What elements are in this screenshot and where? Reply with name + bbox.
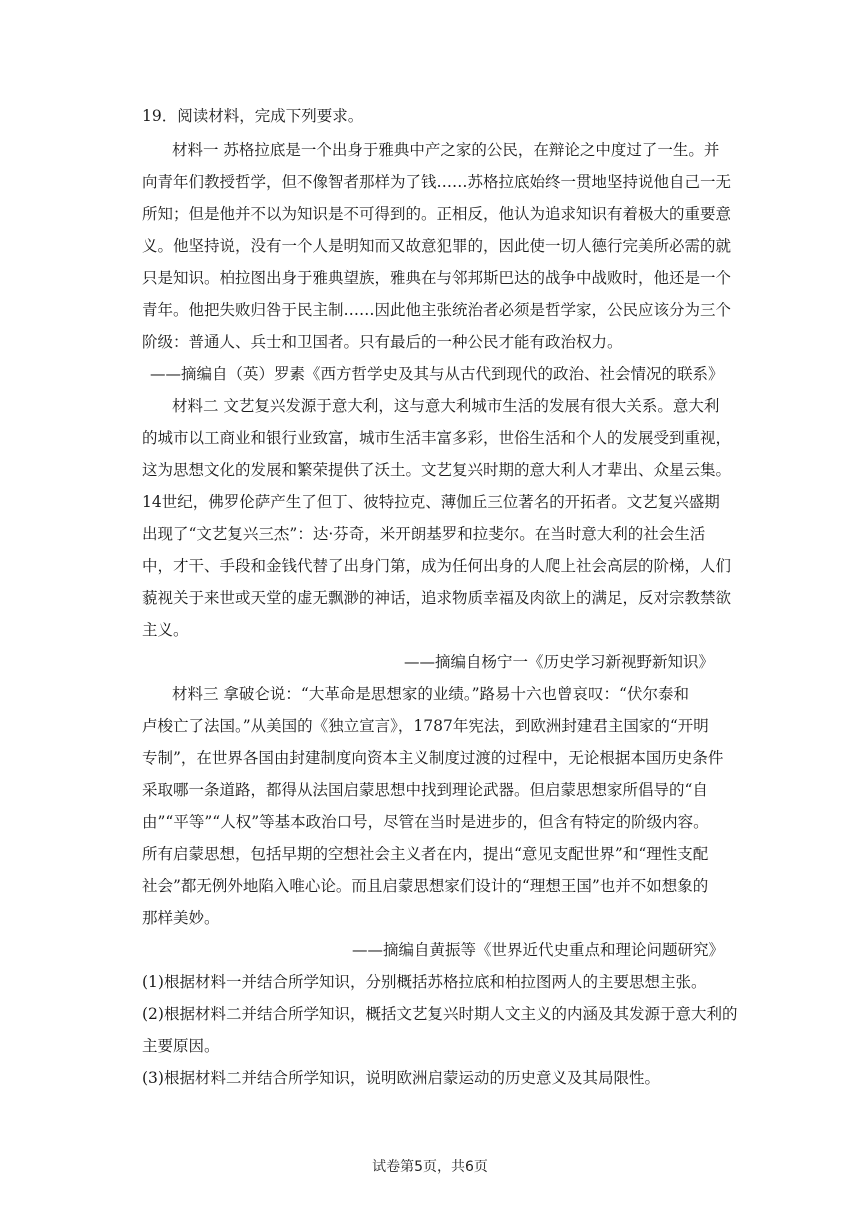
material-1-line: 义。他坚持说，没有一个人是明知而又故意犯罪的，因此使一切人德行完美所必需的就 <box>142 237 732 255</box>
material-1-source: ——摘编自（英）罗素《西方哲学史及其与从古代到现代的政治、社会情况的联系》 <box>150 365 724 383</box>
material-2-line: 材料二 文艺复兴发源于意大利，这与意大利城市生活的发展有很大关系。意大利 <box>172 397 720 415</box>
sub-question-2: (2)根据材料二并结合所学知识，概括文艺复兴时期人文主义的内涵及其发源于意大利的 <box>142 1005 738 1023</box>
material-2-line: 出现了“文艺复兴三杰”：达·芬奇，米开朗基罗和拉斐尔。在当时意大利的社会生活 <box>142 525 706 543</box>
material-3-line: 专制”，在世界各国由封建制度向资本主义制度过渡的过程中，无论根据本国历史条件 <box>142 749 724 767</box>
material-3-line: 采取哪一条道路，都得从法国启蒙思想中找到理论武器。但启蒙思想家所倡导的“自 <box>142 781 708 799</box>
material-2-source: ——摘编自杨宁一《历史学习新视野新知识》 <box>404 653 715 671</box>
material-2-line: 中，才干、手段和金钱代替了出身门第，成为任何出身的人爬上社会高层的阶梯，人们 <box>142 557 732 575</box>
material-2-line: 这为思想文化的发展和繁荣提供了沃土。文艺复兴时期的意大利人才辈出、众星云集。 <box>142 461 732 479</box>
material-2-line: 主义。 <box>142 621 189 639</box>
sub-question-3: (3)根据材料二并结合所学知识，说明欧洲启蒙运动的历史意义及其局限性。 <box>142 1069 660 1087</box>
material-2-line: 的城市以工商业和银行业致富，城市生活丰富多彩，世俗生活和个人的发展受到重视， <box>142 429 732 447</box>
material-1-line: 青年。他把失败归咎于民主制……因此他主张统治者必须是哲学家，公民应该分为三个 <box>142 301 732 319</box>
question-header: 19．阅读材料，完成下列要求。 <box>142 107 364 125</box>
material-1-line: 所知；但是他并不以为知识是不可得到的。正相反，他认为追求知识有着极大的重要意 <box>142 205 732 223</box>
material-3-line: 由”“平等”“人权”等基本政治口号，尽管在当时是进步的，但含有特定的阶级内容。 <box>142 813 709 831</box>
sub-question-1: (1)根据材料一并结合所学知识，分别概括苏格拉底和柏拉图两人的主要思想主张。 <box>142 973 707 991</box>
material-2-line: 14世纪，佛罗伦萨产生了但丁、彼特拉克、薄伽丘三位著名的开拓者。文艺复兴盛期 <box>142 493 720 511</box>
material-3-line: 社会”都无例外地陷入唯心论。而且启蒙思想家们设计的“理想王国”也并不如想象的 <box>142 877 709 895</box>
page-footer: 试卷第5页，共6页 <box>372 1159 488 1175</box>
material-1-line: 只是知识。柏拉图出身于雅典望族，雅典在与邻邦斯巴达的战争中战败时，他还是一个 <box>142 269 732 287</box>
material-1-line: 材料一 苏格拉底是一个出身于雅典中产之家的公民，在辩论之中度过了一生。并 <box>172 141 720 159</box>
material-2-line: 藐视关于来世或天堂的虚无飘渺的神话，追求物质幸福及肉欲上的满足，反对宗教禁欲 <box>142 589 732 607</box>
sub-question-2-cont: 主要原因。 <box>142 1037 220 1055</box>
material-3-line: 所有启蒙思想，包括早期的空想社会主义者在内，提出“意见支配世界”和“理性支配 <box>142 845 709 863</box>
material-3-source: ——摘编自黄振等《世界近代史重点和理论问题研究》 <box>352 941 725 959</box>
material-3-line: 那样美妙。 <box>142 909 220 927</box>
material-1-line: 向青年们教授哲学，但不像智者那样为了钱……苏格拉底始终一贯地坚持说他自己一无 <box>142 173 732 191</box>
material-3-line: 材料三 拿破仑说：“大革命是思想家的业绩。”路易十六也曾哀叹：“伏尔泰和 <box>172 685 689 703</box>
material-1-line: 阶级：普通人、兵士和卫国者。只有最后的一种公民才能有政治权力。 <box>142 333 623 351</box>
material-3-line: 卢梭亡了法国。”从美国的《独立宣言》，1787年宪法，到欧洲封建君主国家的“开明 <box>142 717 709 735</box>
